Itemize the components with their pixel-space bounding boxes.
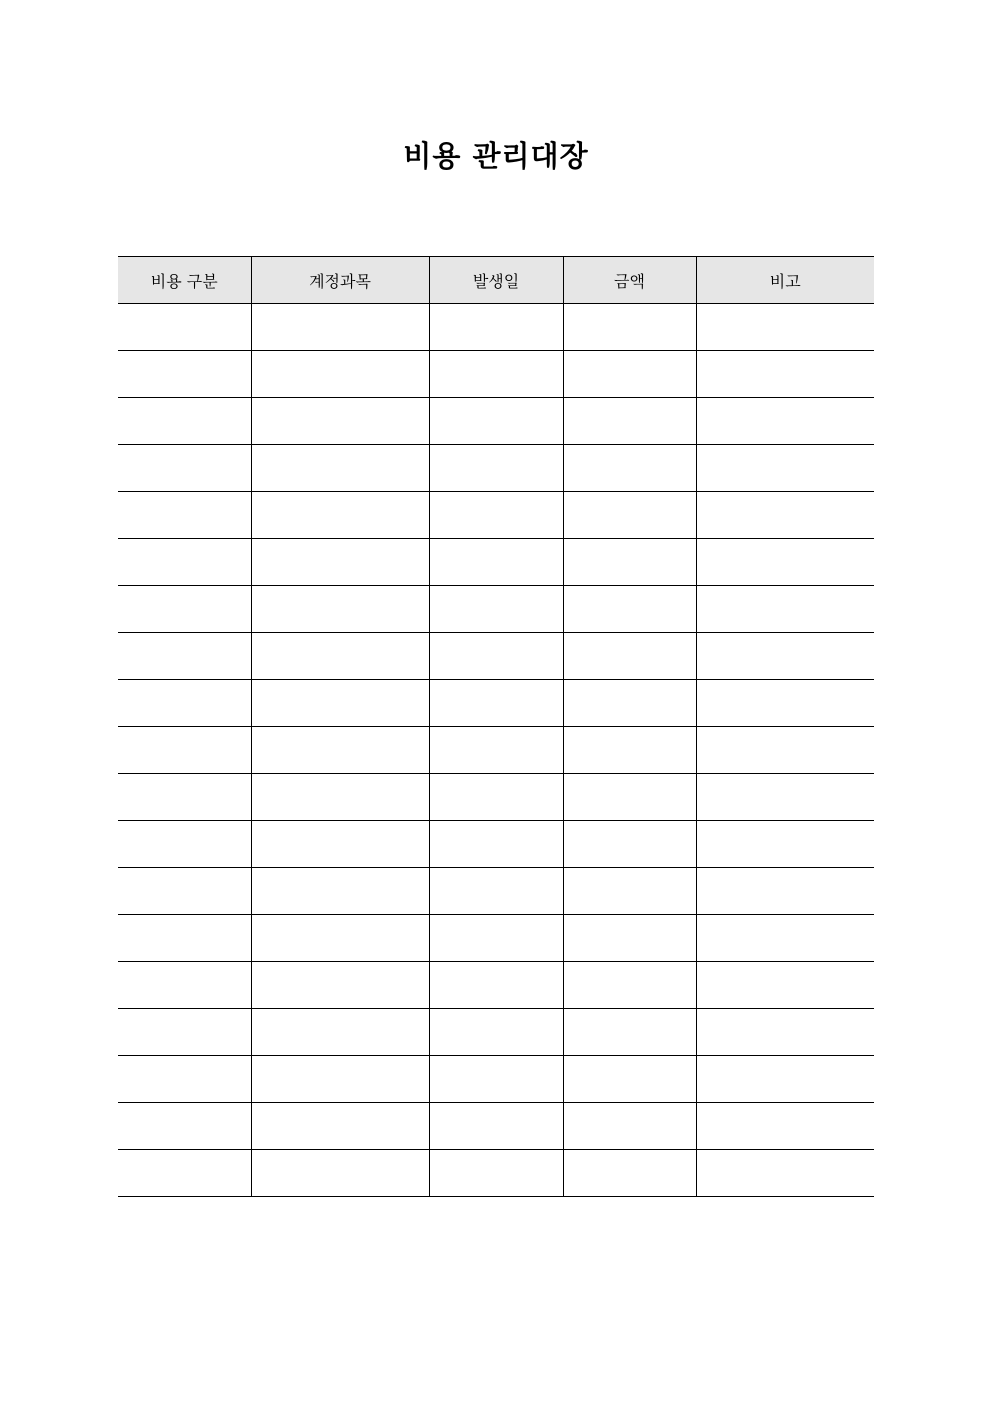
cell-date[interactable] <box>429 492 563 539</box>
table-row <box>118 680 874 727</box>
cell-date[interactable] <box>429 398 563 445</box>
cell-account[interactable] <box>251 1103 429 1150</box>
cell-date[interactable] <box>429 445 563 492</box>
cell-remarks[interactable] <box>696 398 874 445</box>
cell-amount[interactable] <box>563 1103 696 1150</box>
cell-amount[interactable] <box>563 868 696 915</box>
cell-account[interactable] <box>251 633 429 680</box>
table-row <box>118 821 874 868</box>
cell-amount[interactable] <box>563 680 696 727</box>
cell-date[interactable] <box>429 633 563 680</box>
table-row <box>118 445 874 492</box>
cell-date[interactable] <box>429 774 563 821</box>
cell-category[interactable] <box>118 398 251 445</box>
column-header-remarks: 비고 <box>696 257 874 304</box>
cell-date[interactable] <box>429 304 563 351</box>
table-row <box>118 1009 874 1056</box>
page-title: 비용 관리대장 <box>403 139 589 173</box>
cell-remarks[interactable] <box>696 492 874 539</box>
cell-remarks[interactable] <box>696 539 874 586</box>
cell-date[interactable] <box>429 727 563 774</box>
cell-category[interactable] <box>118 868 251 915</box>
cell-date[interactable] <box>429 1009 563 1056</box>
cell-category[interactable] <box>118 1009 251 1056</box>
cell-category[interactable] <box>118 1056 251 1103</box>
cell-amount[interactable] <box>563 962 696 1009</box>
cell-amount[interactable] <box>563 304 696 351</box>
cell-category[interactable] <box>118 680 251 727</box>
cell-amount[interactable] <box>563 539 696 586</box>
table-row <box>118 774 874 821</box>
cell-account[interactable] <box>251 445 429 492</box>
cell-remarks[interactable] <box>696 915 874 962</box>
table-row <box>118 398 874 445</box>
cell-account[interactable] <box>251 680 429 727</box>
cell-date[interactable] <box>429 868 563 915</box>
cell-remarks[interactable] <box>696 774 874 821</box>
cell-account[interactable] <box>251 586 429 633</box>
cell-category[interactable] <box>118 586 251 633</box>
cell-category[interactable] <box>118 915 251 962</box>
cell-date[interactable] <box>429 539 563 586</box>
cell-amount[interactable] <box>563 398 696 445</box>
table-body <box>118 304 874 1197</box>
cell-remarks[interactable] <box>696 351 874 398</box>
cell-category[interactable] <box>118 492 251 539</box>
table-row <box>118 915 874 962</box>
cell-remarks[interactable] <box>696 304 874 351</box>
cell-date[interactable] <box>429 586 563 633</box>
cell-amount[interactable] <box>563 633 696 680</box>
cell-amount[interactable] <box>563 351 696 398</box>
cell-category[interactable] <box>118 351 251 398</box>
cell-account[interactable] <box>251 962 429 1009</box>
cell-amount[interactable] <box>563 821 696 868</box>
table-row <box>118 962 874 1009</box>
cell-date[interactable] <box>429 1103 563 1150</box>
table-row <box>118 351 874 398</box>
cell-category[interactable] <box>118 445 251 492</box>
cell-remarks[interactable] <box>696 868 874 915</box>
cell-amount[interactable] <box>563 727 696 774</box>
table-row <box>118 1056 874 1103</box>
cell-amount[interactable] <box>563 915 696 962</box>
cell-category[interactable] <box>118 821 251 868</box>
column-header-category: 비용 구분 <box>118 257 251 304</box>
cell-remarks[interactable] <box>696 1009 874 1056</box>
cell-amount[interactable] <box>563 774 696 821</box>
column-header-account: 계정과목 <box>251 257 429 304</box>
cell-category[interactable] <box>118 539 251 586</box>
cell-date[interactable] <box>429 1150 563 1197</box>
cell-remarks[interactable] <box>696 1150 874 1197</box>
cell-category[interactable] <box>118 774 251 821</box>
cell-account[interactable] <box>251 1150 429 1197</box>
cell-category[interactable] <box>118 1103 251 1150</box>
cell-date[interactable] <box>429 680 563 727</box>
table-row <box>118 586 874 633</box>
cell-category[interactable] <box>118 962 251 1009</box>
cell-date[interactable] <box>429 351 563 398</box>
cell-remarks[interactable] <box>696 445 874 492</box>
cell-date[interactable] <box>429 915 563 962</box>
cell-category[interactable] <box>118 304 251 351</box>
cell-amount[interactable] <box>563 492 696 539</box>
cell-category[interactable] <box>118 633 251 680</box>
cell-account[interactable] <box>251 1009 429 1056</box>
cell-account[interactable] <box>251 774 429 821</box>
expense-ledger-table <box>118 256 874 1197</box>
cell-amount[interactable] <box>563 586 696 633</box>
cell-account[interactable] <box>251 821 429 868</box>
cell-amount[interactable] <box>563 1150 696 1197</box>
cell-remarks[interactable] <box>696 680 874 727</box>
cell-account[interactable] <box>251 539 429 586</box>
cell-account[interactable] <box>251 351 429 398</box>
table-row <box>118 492 874 539</box>
cell-remarks[interactable] <box>696 821 874 868</box>
cell-remarks[interactable] <box>696 962 874 1009</box>
cell-date[interactable] <box>429 1056 563 1103</box>
cell-account[interactable] <box>251 398 429 445</box>
cell-account[interactable] <box>251 915 429 962</box>
column-header-amount: 금액 <box>563 257 696 304</box>
cell-account[interactable] <box>251 304 429 351</box>
cell-account[interactable] <box>251 492 429 539</box>
cell-amount[interactable] <box>563 445 696 492</box>
table-row <box>118 868 874 915</box>
cell-amount[interactable] <box>563 1056 696 1103</box>
cell-account[interactable] <box>251 1056 429 1103</box>
table-row <box>118 1103 874 1150</box>
cell-category[interactable] <box>118 727 251 774</box>
cell-remarks[interactable] <box>696 727 874 774</box>
table-row <box>118 633 874 680</box>
cell-remarks[interactable] <box>696 1103 874 1150</box>
cell-account[interactable] <box>251 727 429 774</box>
cell-remarks[interactable] <box>696 586 874 633</box>
cell-remarks[interactable] <box>696 1056 874 1103</box>
column-header-date: 발생일 <box>429 257 563 304</box>
cell-date[interactable] <box>429 821 563 868</box>
cell-amount[interactable] <box>563 1009 696 1056</box>
table-row <box>118 727 874 774</box>
table-header-row <box>118 257 874 304</box>
table-row <box>118 304 874 351</box>
cell-remarks[interactable] <box>696 633 874 680</box>
cell-category[interactable] <box>118 1150 251 1197</box>
cell-account[interactable] <box>251 868 429 915</box>
table-row <box>118 539 874 586</box>
cell-date[interactable] <box>429 962 563 1009</box>
table-row <box>118 1150 874 1197</box>
